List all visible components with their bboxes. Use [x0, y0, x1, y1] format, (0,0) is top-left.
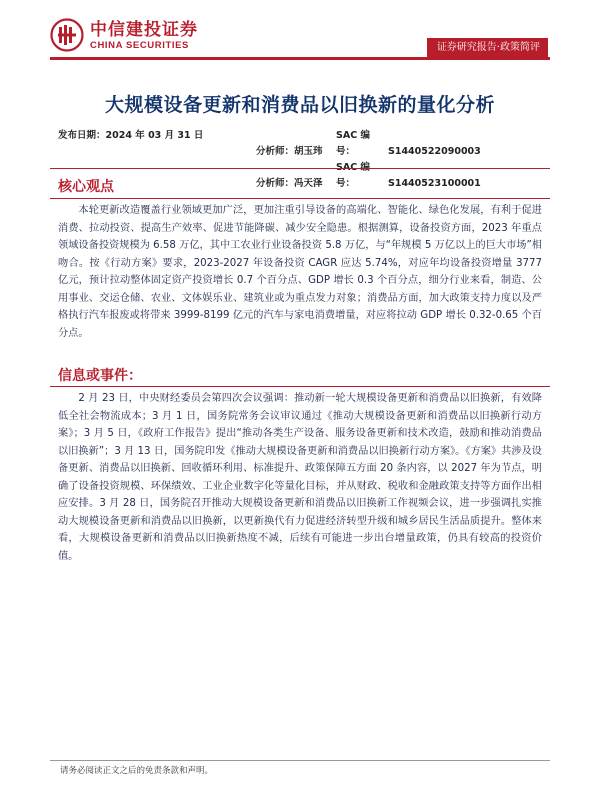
section-heading-events: 信息或事件： — [58, 368, 142, 384]
section-divider — [50, 386, 550, 387]
brand-name-cn: 中信建投证券 — [90, 19, 198, 40]
analyst-list — [256, 128, 481, 192]
publish-label: 发布日期： — [58, 130, 106, 141]
analyst-name: 胡玉玮 — [294, 146, 323, 157]
analyst-row — [256, 160, 481, 192]
header-divider — [50, 57, 550, 60]
publish-info — [58, 128, 203, 144]
report-title: 大规模设备更新和消费品以旧换新的量化分析 — [104, 94, 495, 116]
section-heading-core-view: 核心观点 — [58, 179, 114, 195]
footer-divider — [50, 760, 550, 761]
section-divider — [50, 198, 550, 199]
core-view-paragraph: 本轮更新改造覆盖行业领域更加广泛，更加注重引导设备的高端化、智能化、绿色化发展，有利于促进消费、拉动投资、提高生产效率、促进节能降碳、减少安全隐患。根据测算，设备投资方面，2023 年重点领域设备投资规模为 6.58 万亿，其中工农业行业设备投资 5.8 万亿，与“年规模 5 万亿以上的巨大市场”相吻合。按《行动方案》要求，2023-2027 年设备投资 CAGR 应达 5.74%，对应年均设备投资增量 3777 亿元，预计拉动整体固定资产投资增长 0.7 个百分点、GDP 增长 0.3 个百分点，细分行业来看，制造、公用事业、交运仓储、农业、文体娱乐业、建筑业或为重点发力对象；消费品方面，加大政策支持力度以及严格执行汽车报废或将带来 3999-8199 亿元的汽车与家电消费增量，对应将拉动 GDP 增长 0.32-0.65 个百分点。 — [58, 205, 542, 339]
meta-divider — [50, 168, 550, 169]
brand-logo — [50, 18, 198, 52]
sac-label: SAC 编号： — [336, 130, 370, 157]
sac-number: S1440523100001 — [388, 178, 481, 189]
analyst-row — [256, 128, 481, 160]
analyst-label: 分析师： — [256, 178, 295, 189]
analyst-label: 分析师： — [256, 146, 295, 157]
sac-number: S1440522090003 — [388, 146, 481, 157]
events-paragraph: 2 月 23 日，中央财经委员会第四次会议强调：推动新一轮大规模设备更新和消费品以旧换新，有效降低全社会物流成本；3 月 1 日，国务院常务会议审议通过《推动大规模设备更新和消费品以旧换新行动方案》；3 月 5 日，《政府工作报告》提出“推动各类生产设备、服务设备更新和技术改造，鼓励和推动消费品以旧换新”；3 月 13 日，国务院印发《推动大规模设备更新和消费品以旧换新行动方案》。《方案》共涉及设备更新、消费品以旧换新、回收循环利用、标准提升、政策保障五方面 20 条内容，以 2027 年为节点，明确了设备投资规模、环保绩效、工业企业数字化等量化目标，并从财政、税收和金融政策支持等方面作出相应安排。3 月 28 日，国务院召开推动大规模设备更新和消费品以旧换新工作视频会议，进一步强调扎实推动大规模设备更新和消费品以旧换新，以更新换代有力促进经济转型升级和城乡居民生活品质提升。整体来看，大规模设备更新和消费品以旧换新热度不减，后续有可能进一步出台增量政策，仍具有较高的投资价值。 — [58, 393, 542, 562]
disclaimer-text: 请务必阅读正文之后的免责条款和声明。 — [60, 766, 214, 776]
china-securities-logo-icon — [50, 18, 84, 52]
report-type-badge: 证券研究报告·政策简评 — [427, 38, 548, 57]
sac-label: 号： — [336, 178, 356, 189]
publish-date: 2024 年 03 月 31 日 — [105, 130, 204, 141]
brand-name-en: CHINA SECURITIES — [90, 39, 189, 51]
analyst-name: 冯天泽 — [294, 178, 323, 189]
